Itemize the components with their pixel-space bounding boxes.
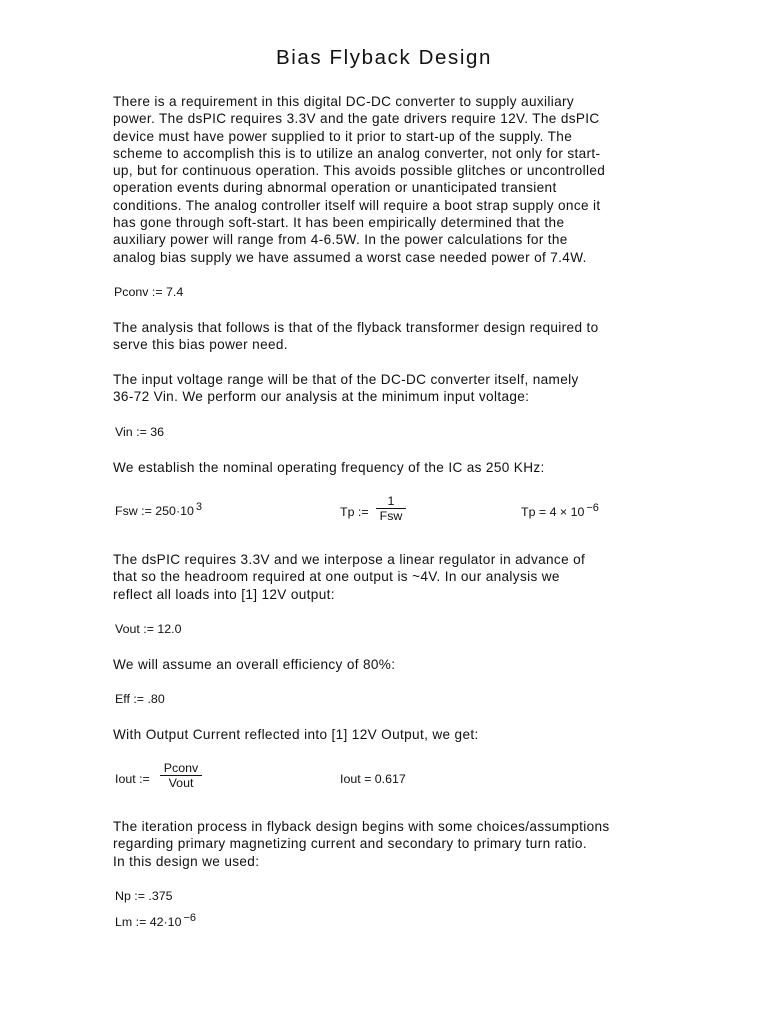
iteration-paragraph: The iteration process in flyback design begins with some choices/assumptions regarding primary magnetizing current and secondary to primary turn ratio. In this design we used:	[113, 819, 610, 869]
eq-iout-result: Iout = 0.617	[340, 772, 406, 786]
eq-fsw-exponent: 3	[195, 501, 202, 513]
eq-lm-exponent: −6	[183, 912, 197, 924]
eq-iout-denominator: Vout	[168, 776, 194, 790]
efficiency-paragraph: We will assume an overall efficiency of 80%:	[113, 657, 396, 672]
eq-iout-numerator: Pconv	[163, 761, 199, 775]
frequency-paragraph: We establish the nominal operating frequency of the IC as 250 KHz:	[113, 460, 545, 475]
analysis-paragraph: The analysis that follows is that of the flyback transformer design required to serve this bias power need.	[113, 320, 599, 353]
eq-tp-numerator: 1	[387, 494, 395, 508]
eq-eff: Eff := .80	[115, 692, 165, 706]
page-title: Bias Flyback Design	[275, 46, 493, 69]
eq-tp-fraction	[376, 494, 406, 523]
eq-tp-result-base: Tp = 4 × 10	[521, 505, 585, 519]
intro-paragraph: There is a requirement in this digital DC-DC converter to supply auxiliary power. The dsPIC requires 3.3V and the gate drivers require 12V. The dsPIC device must have power supplied to it prior to start-up of the supply. The scheme to accomplish this is to utilize an analog converter, not only for start- up, but for continuous operation. This avoids possible glitches or uncontrolled operation events during abnormal operation or unanticipated transient conditions. The analog controller itself will require a boot strap supply once it has gone through soft-start. It has been empirically determined that the auxiliary power will range from 4-6.5W. In the power calculations for the analog bias supply we have assumed a worst case needed power of 7.4W.	[113, 94, 606, 265]
eq-pconv: Pconv := 7.4	[114, 285, 184, 299]
eq-iout-fraction	[160, 761, 202, 790]
eq-fsw-base: Fsw := 250·10	[115, 504, 194, 518]
eq-lm	[115, 912, 197, 929]
input-voltage-paragraph: The input voltage range will be that of the DC-DC converter itself, namely 36-72 Vin. We perform our analysis at the minimum input voltage:	[113, 372, 579, 405]
output-current-paragraph: With Output Current reflected into [1] 12V Output, we get:	[113, 727, 479, 742]
eq-tp-lhs: Tp :=	[340, 505, 369, 519]
eq-vin: Vin := 36	[115, 425, 165, 439]
eq-tp-result	[521, 502, 599, 519]
eq-vout: Vout := 12.0	[115, 622, 182, 636]
eq-tp-result-exponent: −6	[586, 502, 599, 514]
dspic-paragraph: The dsPIC requires 3.3V and we interpose a linear regulator in advance of that so the headroom required at one output is ~4V. In our analysis we reflect all loads into [1] 12V output:	[113, 552, 586, 602]
eq-fsw	[115, 501, 202, 518]
eq-tp-denominator: Fsw	[379, 509, 403, 523]
eq-np: Np := .375	[115, 889, 173, 903]
eq-lm-base: Lm := 42·10	[115, 915, 182, 929]
eq-iout-lhs: Iout :=	[115, 772, 150, 786]
